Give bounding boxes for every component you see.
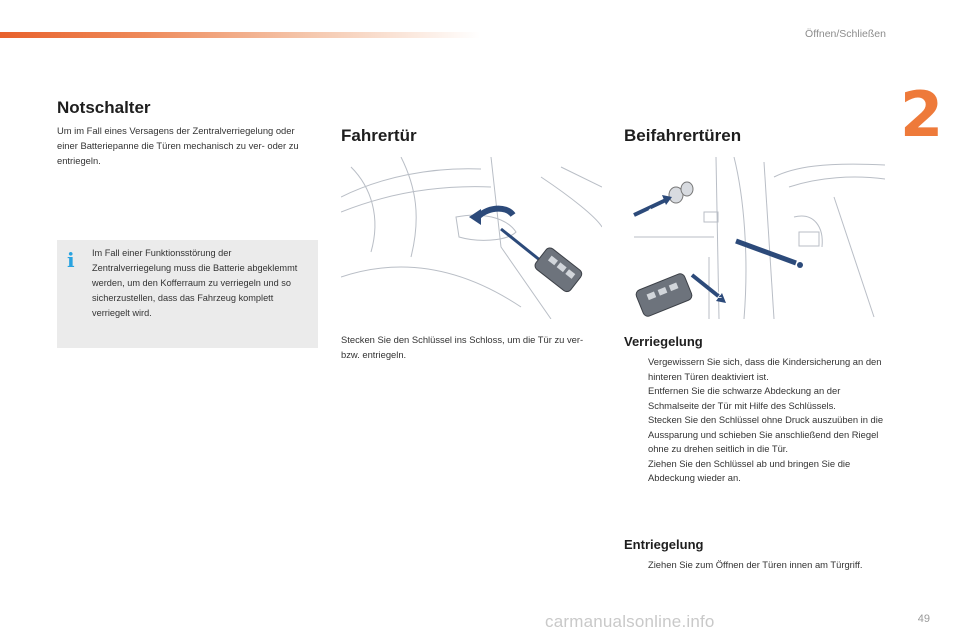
verriegelung-heading: Verriegelung [624, 334, 703, 349]
entriegelung-heading: Entriegelung [624, 537, 704, 552]
section-title: Öffnen/Schließen [805, 28, 886, 40]
page-number: 49 [917, 613, 930, 625]
info-box [57, 240, 318, 348]
info-text: Im Fall einer Funktionsstörung der Zentralverriegelung muss die Batterie abgeklemmt werden, um den Kofferraum zu verriegeln und so sicherzustellen, dass das Fahrzeug komplett verriegelt wird. [92, 248, 298, 318]
list-item: Ziehen Sie zum Öffnen der Türen innen am Türgriff. [648, 559, 863, 570]
driver-door-illustration [341, 157, 602, 319]
entriegelung-steps [624, 558, 886, 573]
list-item: Vergewissern Sie sich, dass die Kindersicherung an den hinteren Türen deaktiviert ist. [648, 356, 882, 382]
chapter-number: 2 [900, 78, 944, 151]
beifahrertueren-heading: Beifahrertüren [624, 126, 742, 145]
fahrertuer-heading: Fahrertür [341, 126, 417, 145]
fahrertuer-text: Stecken Sie den Schlüssel ins Schloss, um die Tür zu ver- bzw. entriegeln. [341, 334, 584, 360]
list-item: Stecken Sie den Schlüssel ohne Druck auszuüben in die Aussparung und schieben Sie anschließend den Riegel ohne zu drehen seitlich in die Tür. [648, 414, 884, 454]
list-item: Ziehen Sie den Schlüssel ab und bringen Sie die Abdeckung wieder an. [648, 457, 851, 483]
callout-1: 1 [648, 207, 654, 217]
passenger-door-illustration [624, 157, 885, 319]
notschalter-heading: Notschalter [57, 98, 151, 117]
info-icon: i [67, 248, 75, 272]
list-item: Entfernen Sie die schwarze Abdeckung an der Schmalseite der Tür mit Hilfe des Schlüssels. [648, 385, 841, 411]
callout-2: 2 [717, 290, 723, 300]
header-accent-bar [0, 32, 480, 38]
watermark: carmanualsonline.info [545, 612, 715, 631]
verriegelung-steps [624, 355, 886, 486]
notschalter-intro: Um im Fall eines Versagens der Zentralverriegelung oder einer Batteriepanne die Türen mechanisch zu ver- oder zu entriegeln. [57, 125, 299, 166]
